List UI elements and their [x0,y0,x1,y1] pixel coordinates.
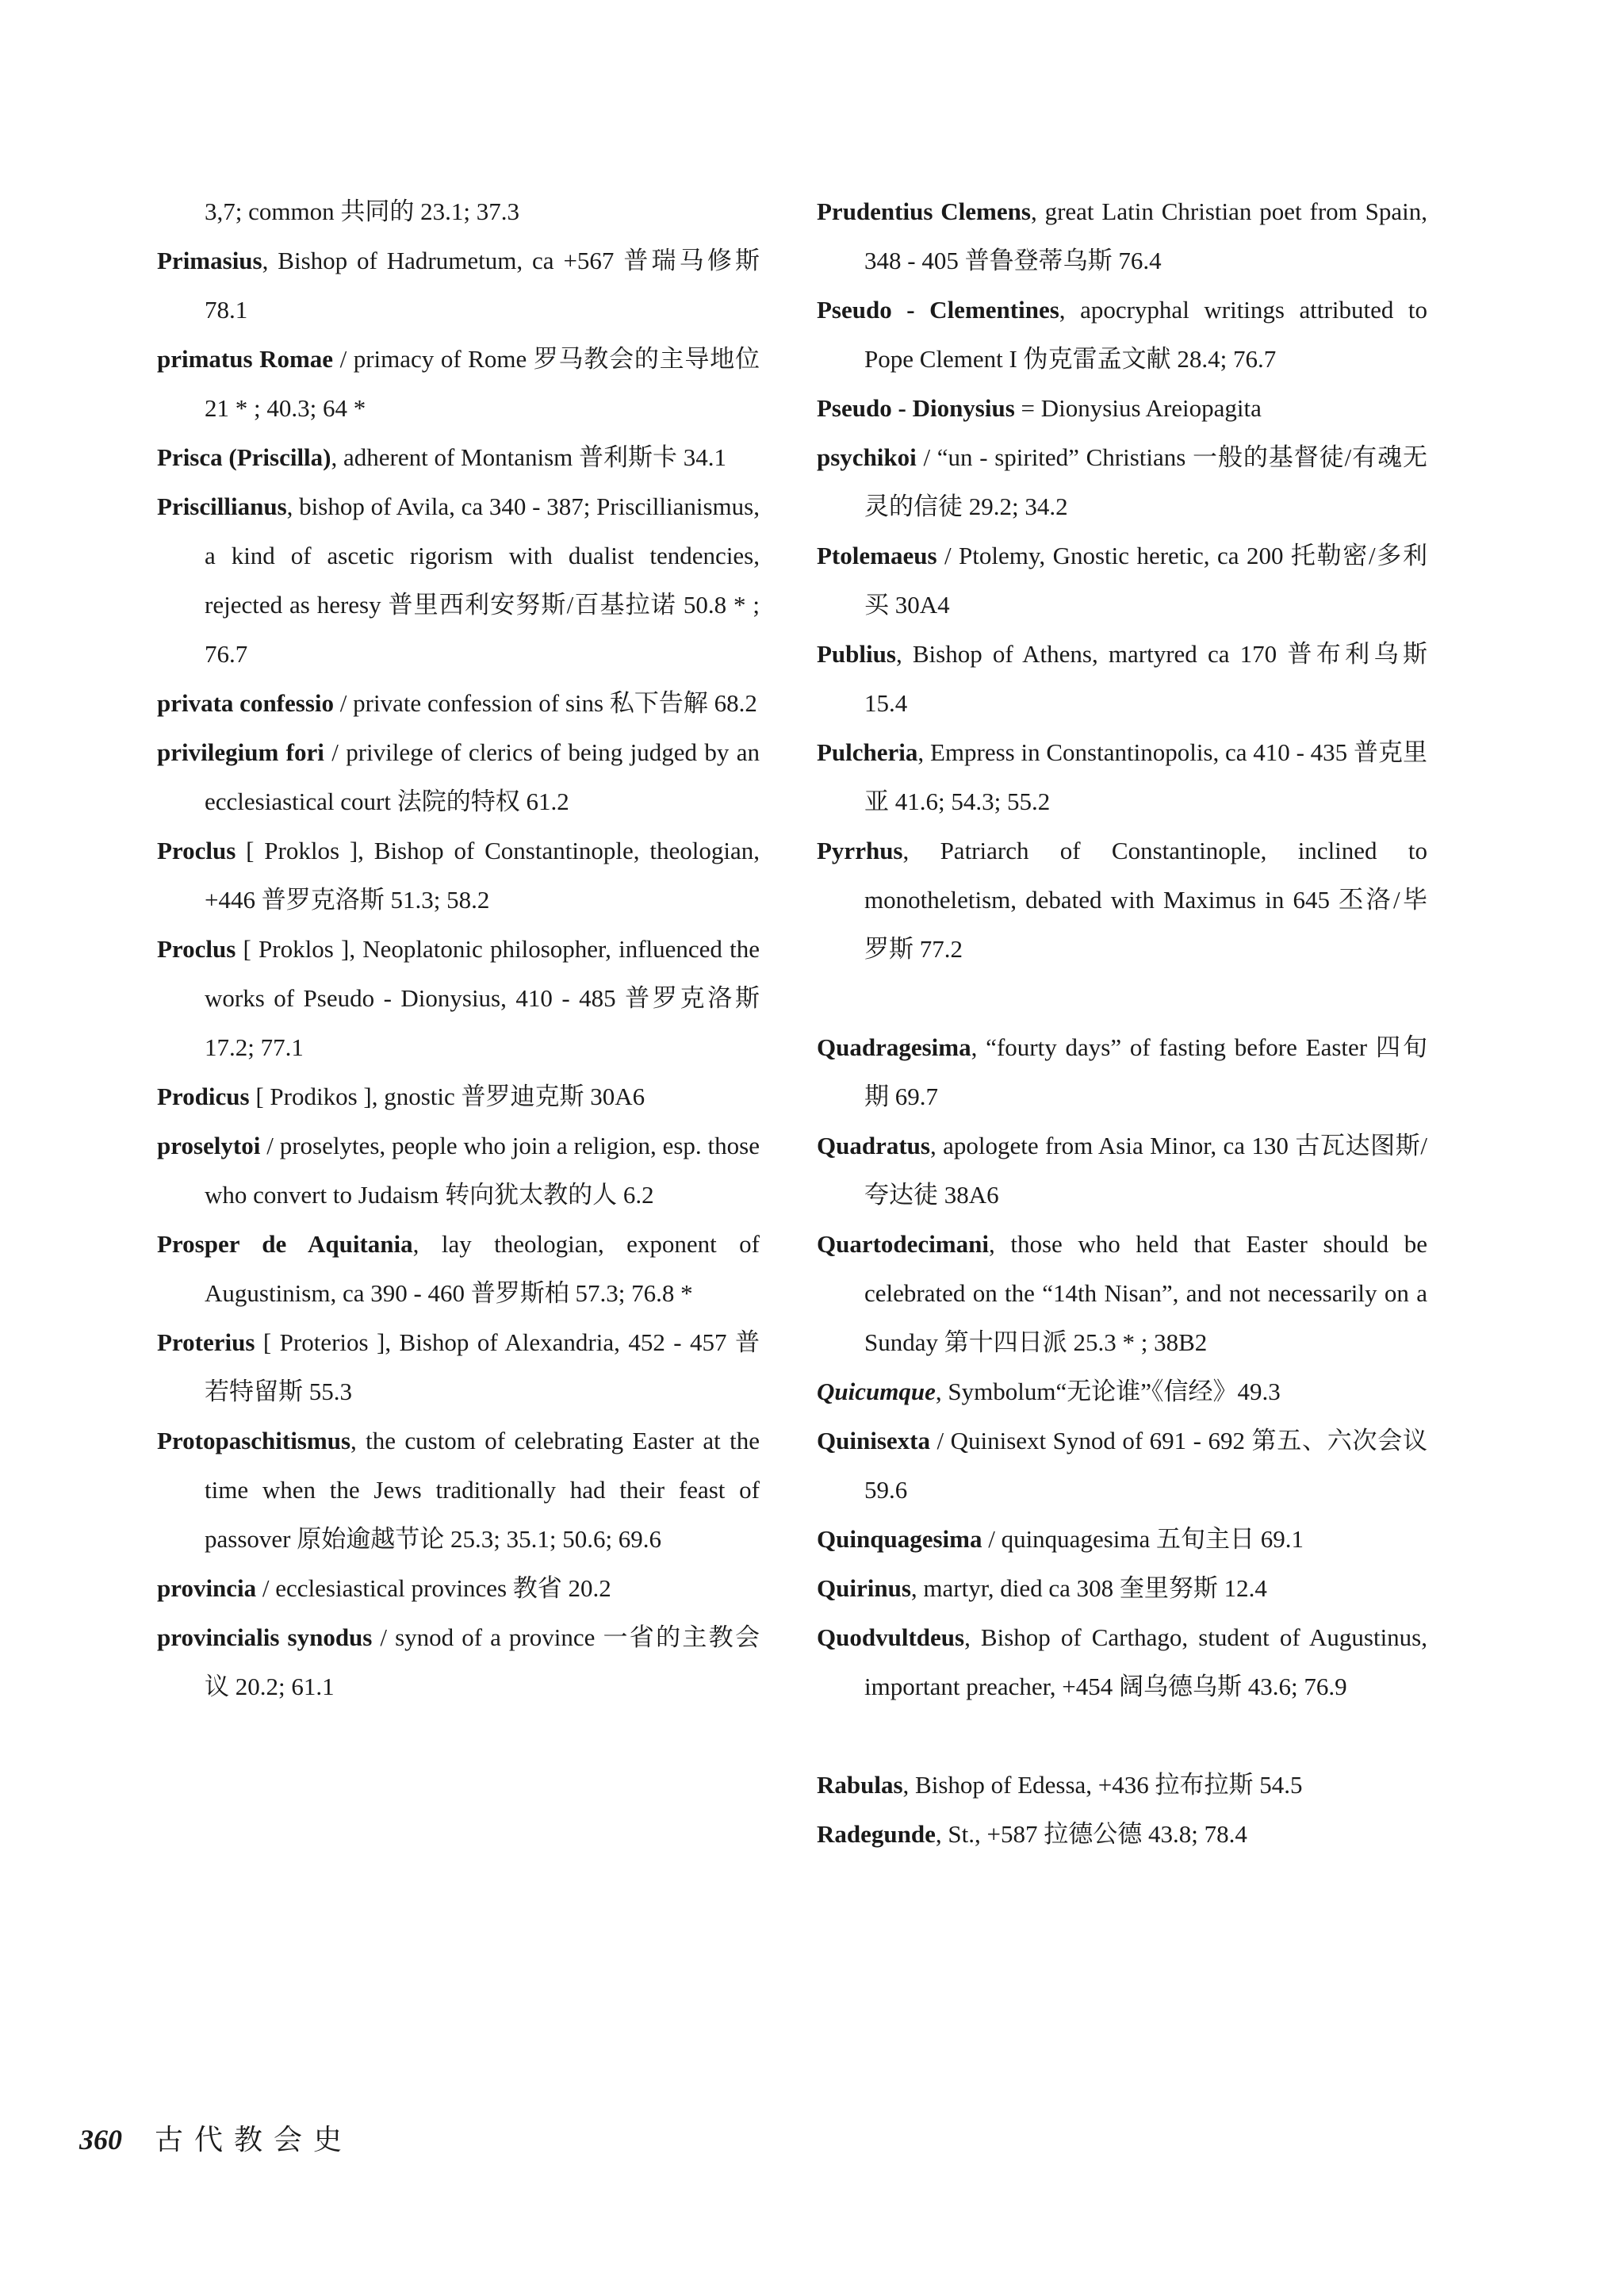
index-entry [817,1416,1427,1515]
entry-text: [ Proterios ], Bishop of Alexandria, 452 - 457 普若特留斯 55.3 [205,1328,760,1405]
entry-headword: Pseudo - Dionysius [817,394,1015,422]
index-entry [157,236,760,335]
entry-text: 3,7; common 共同的 23.1; 37.3 [205,197,519,225]
page-footer [79,2117,353,2158]
entry-headword: Quadragesima [817,1033,971,1061]
entry-text: , “fourty days” of fasting before Easter 四旬期 69.7 [864,1033,1427,1110]
index-entry [157,1416,760,1564]
entry-headword: Pulcheria [817,738,918,766]
index-entry [817,728,1427,826]
entry-headword: Primasius [157,247,262,274]
index-entry [157,1613,760,1711]
entry-headword: Prudentius Clemens [817,197,1031,225]
entry-headword: privata confessio [157,689,335,717]
entry-headword: Protopaschitismus [157,1427,351,1454]
entry-text: / synod of a province 一省的主教会议 20.2; 61.1 [205,1623,760,1700]
index-entry [817,1515,1427,1564]
index-entry [817,286,1427,384]
entry-text: , adherent of Montanism 普利斯卡 34.1 [331,443,727,471]
index-entry [157,433,760,482]
entry-text: / primacy of Rome 罗马教会的主导地位 21 * ; 40.3; 64 * [205,345,760,422]
entry-text: , martyr, died ca 308 奎里努斯 12.4 [910,1574,1267,1602]
entry-text: / Quinisext Synod of 691 - 692 第五、六次会议 59.6 [864,1427,1427,1504]
entry-headword: Proterius [157,1328,255,1356]
entry-headword: privilegium fori [157,738,324,766]
index-entry [817,187,1427,286]
entry-text: [ Proklos ], Bishop of Constantinople, theologian, +446 普罗克洛斯 51.3; 58.2 [205,837,760,914]
entry-headword: provincia [157,1574,257,1602]
entry-headword: provincialis synodus [157,1623,373,1651]
entry-text: , lay theologian, exponent of Augustinism, ca 390 - 460 普罗斯柏 57.3; 76.8 * [205,1230,760,1307]
index-entry [157,925,760,1072]
index-entry [817,1023,1427,1121]
entry-text: , Bishop of Edessa, +436 拉布拉斯 54.5 [902,1771,1303,1799]
entry-text: , Bishop of Hadrumetum, ca +567 普瑞马修斯 78.1 [205,247,760,324]
entry-headword: Quodvultdeus [817,1623,965,1651]
entry-headword: Prosper de Aquitania [157,1230,413,1258]
index-entry [817,384,1427,433]
index-entry [817,1220,1427,1367]
index-entry [817,1121,1427,1220]
entry-text: , apologete from Asia Minor, ca 130 古瓦达图斯/夸达徒 38A6 [864,1132,1427,1209]
index-entry [157,1072,760,1121]
entry-headword: Quinisexta [817,1427,930,1454]
index-entry [157,1220,760,1318]
index-entry [817,1810,1427,1859]
entry-headword: Prodicus [157,1083,250,1110]
index-entry [157,482,760,679]
entry-text: / privilege of clerics of being judged by an ecclesiastical court 法院的特权 61.2 [205,738,760,815]
book-title: 古代教会史 [155,2124,354,2156]
index-entry [817,826,1427,974]
entry-headword: Quinquagesima [817,1525,982,1553]
index-entry [817,433,1427,531]
entry-headword: Prisca (Priscilla) [157,443,331,471]
page-number: 360 [79,2124,122,2156]
entry-text: / private confession of sins 私下告解 68.2 [334,689,757,717]
entry-text: / Ptolemy, Gnostic heretic, ca 200 托勒密/多利买 30A4 [864,542,1427,619]
entry-text: , Patriarch of Constantinople, inclined to monotheletism, debated with Maximus in 645 丕洛/毕罗斯 77.2 [864,837,1427,963]
entry-headword: Pyrrhus [817,837,903,864]
entry-headword: Quirinus [817,1574,911,1602]
entry-text: , the custom of celebrating Easter at the time when the Jews traditionally had their feast of passover 原始逾越节论 25.3; 35.1; 50.6; 69.6 [205,1427,760,1553]
entry-text: , apocryphal writings attributed to Pope Clement I 伪克雷孟文献 28.4; 76.7 [864,296,1428,373]
entry-text: , Empress in Constantinopolis, ca 410 - 435 普克里亚 41.6; 54.3; 55.2 [864,738,1427,815]
entry-text: / quinquagesima 五旬主日 69.1 [982,1525,1304,1553]
entry-headword: Quartodecimani [817,1230,989,1258]
index-entry [817,1761,1427,1810]
entry-headword: proselytoi [157,1132,261,1159]
index-entry [157,187,760,236]
index-entry [157,1564,760,1613]
entry-headword: Radegunde [817,1820,936,1848]
index-entry [157,679,760,728]
entry-text: [ Prodikos ], gnostic 普罗迪克斯 30A6 [249,1083,645,1110]
entry-text: , Symbolum“无论谁”《信经》49.3 [935,1378,1281,1405]
index-entry [157,826,760,925]
entry-text: , Bishop of Athens, martyred ca 170 普布利乌斯 15.4 [864,640,1427,717]
index-entry [817,1613,1427,1711]
entry-headword: Rabulas [817,1771,903,1799]
entry-text: = Dionysius Areiopagita [1014,394,1262,422]
index-entry [157,728,760,826]
entry-text: / ecclesiastical provinces 教省 20.2 [256,1574,611,1602]
entry-headword: Priscillianus [157,492,287,520]
index-column-left [157,187,760,1711]
entry-headword: Proclus [157,837,236,864]
index-entry [157,335,760,433]
entry-text: , Bishop of Carthago, student of Augustinus, important preacher, +454 阔乌德乌斯 43.6; 76.9 [864,1623,1427,1700]
entry-text: , great Latin Christian poet from Spain, 348 - 405 普鲁登蒂乌斯 76.4 [864,197,1427,274]
entry-text: / “un - spirited” Christians 一般的基督徒/有魂无灵的信徒 29.2; 34.2 [864,443,1427,520]
entry-text: , St., +587 拉德公德 43.8; 78.4 [935,1820,1247,1848]
entry-headword: Proclus [157,935,236,963]
entry-headword: Ptolemaeus [817,542,937,569]
index-entry [817,630,1427,728]
entry-text: [ Proklos ], Neoplatonic philosopher, influenced the works of Pseudo - Dionysius, 410 - 485 普罗克洛斯 17.2; 77.1 [205,935,760,1061]
entry-headword: psychikoi [817,443,917,471]
index-entry [817,531,1427,630]
index-entry [817,1564,1427,1613]
entry-headword: primatus Romae [157,345,334,373]
entry-headword: Publius [817,640,896,668]
entry-headword: Pseudo - Clementines [817,296,1059,324]
entry-headword: Quicumque [817,1378,936,1405]
entry-text: / proselytes, people who join a religion, esp. those who convert to Judaism 转向犹太教的人 6.2 [205,1132,760,1209]
entry-text: , those who held that Easter should be celebrated on the “14th Nisan”, and not necessarily on a Sunday 第十四日派 25.3 * ; 38B2 [864,1230,1427,1356]
index-entry [157,1121,760,1220]
index-entry [817,1367,1427,1416]
index-column-right [817,187,1427,1859]
index-entry [157,1318,760,1416]
entry-text: , bishop of Avila, ca 340 - 387; Priscillianismus, a kind of ascetic rigorism with dualist tendencies, rejected as heresy 普里西利安努斯/百基拉诺 50.8 * ; 76.7 [205,492,760,668]
entry-headword: Quadratus [817,1132,930,1159]
